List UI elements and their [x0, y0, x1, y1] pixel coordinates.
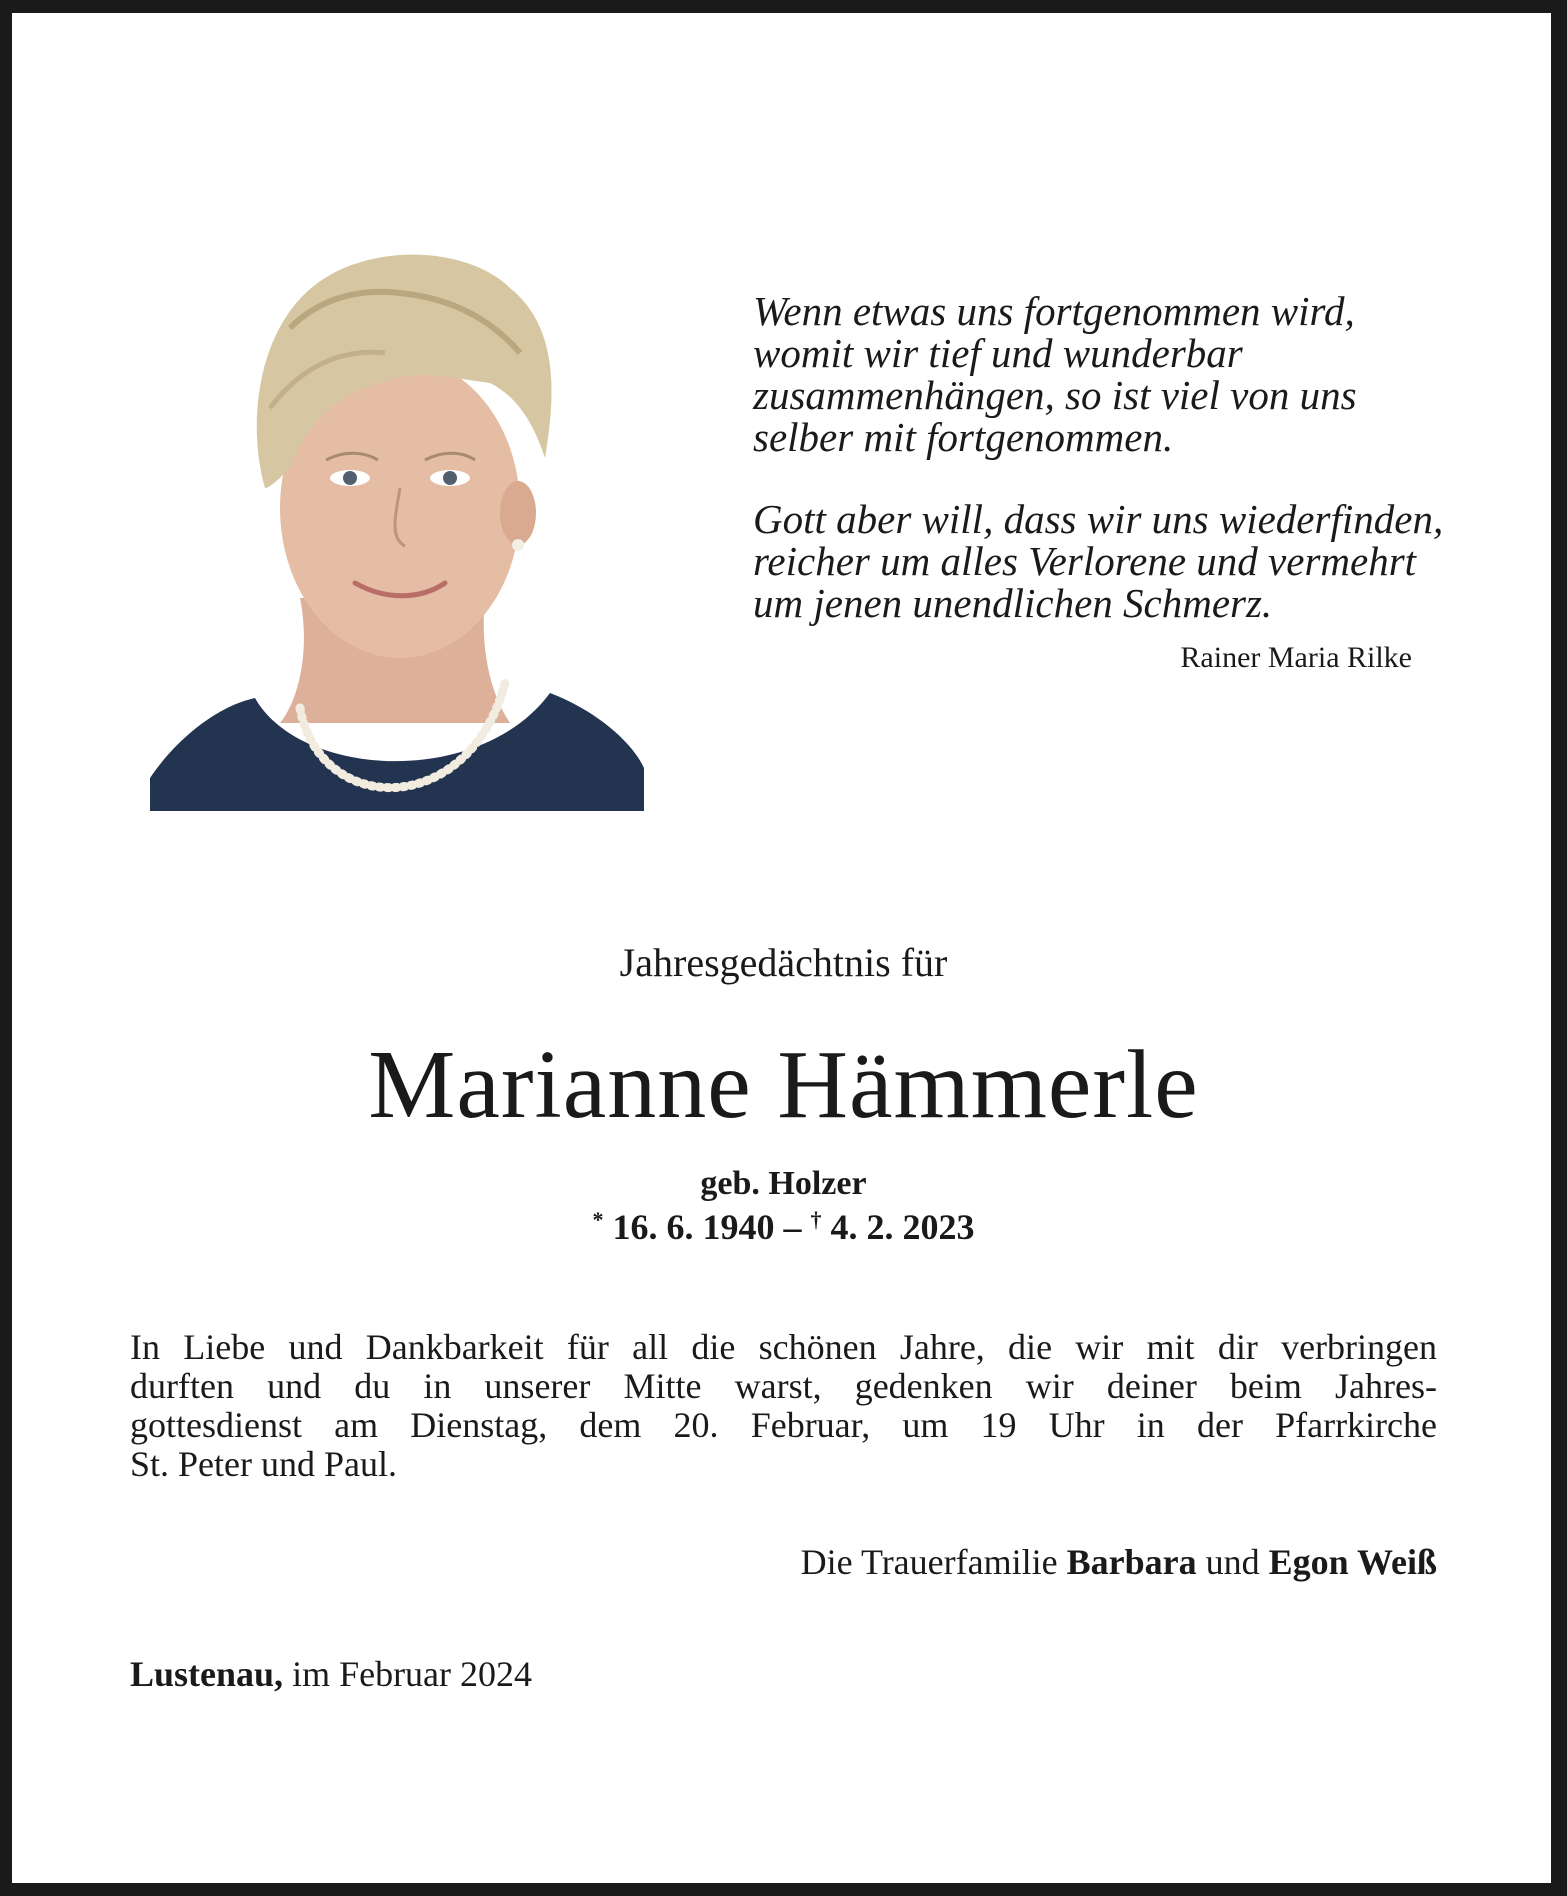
place: Lustenau,	[130, 1654, 284, 1694]
poem-stanza	[753, 290, 1453, 458]
death-date: 4. 2. 2023	[830, 1207, 975, 1247]
signature-name-1: Barbara	[1066, 1542, 1197, 1582]
poem-line: Wenn etwas uns fortgenommen wird,	[753, 288, 1355, 334]
message-line: St. Peter und Paul.	[130, 1444, 397, 1484]
message-line: durften und du in unserer Mitte warst, gedenken wir deiner beim Jahres-	[130, 1366, 1437, 1406]
poem-line: selber mit fortgenommen.	[753, 414, 1174, 460]
birth-symbol: *	[592, 1207, 604, 1232]
date: im Februar 2024	[283, 1654, 533, 1694]
life-dates	[0, 1205, 1567, 1249]
maiden-name: geb. Holzer	[700, 1165, 867, 1202]
signature-name-2: Egon Weiß	[1268, 1542, 1437, 1582]
poem-line: womit wir tief und wunderbar	[753, 330, 1243, 376]
place-date	[130, 1652, 532, 1696]
family-signature	[801, 1540, 1437, 1584]
portrait-photo	[150, 178, 644, 811]
poem-stanza	[753, 498, 1453, 624]
death-symbol: †	[810, 1207, 822, 1232]
poem	[753, 290, 1453, 624]
birth-date: 16. 6. 1940	[612, 1207, 775, 1247]
poem-line: um jenen unendlichen Schmerz.	[753, 580, 1273, 626]
memorial-message	[130, 1328, 1437, 1484]
signature-connector: und	[1196, 1542, 1269, 1582]
signature-prefix: Die Trauerfamilie	[800, 1542, 1067, 1582]
message-line: gottesdienst am Dienstag, dem 20. Februar, um 19 Uhr in der Pfarrkirche	[130, 1405, 1437, 1445]
message-line: In Liebe und Dankbarkeit für all die schönen Jahre, die wir mit dir verbringen	[130, 1327, 1437, 1367]
poem-line: Gott aber will, dass wir uns wiederfinden,	[753, 496, 1444, 542]
memorial-intro: Jahresgedächtnis für	[619, 940, 948, 985]
poem-author: Rainer Maria Rilke	[1180, 641, 1412, 674]
deceased-name: Marianne Hämmerle	[368, 1031, 1199, 1139]
date-separator: –	[774, 1207, 811, 1247]
poem-line: zusammenhängen, so ist viel von uns	[753, 372, 1357, 418]
poem-line: reicher um alles Verlorene und vermehrt	[753, 538, 1417, 584]
